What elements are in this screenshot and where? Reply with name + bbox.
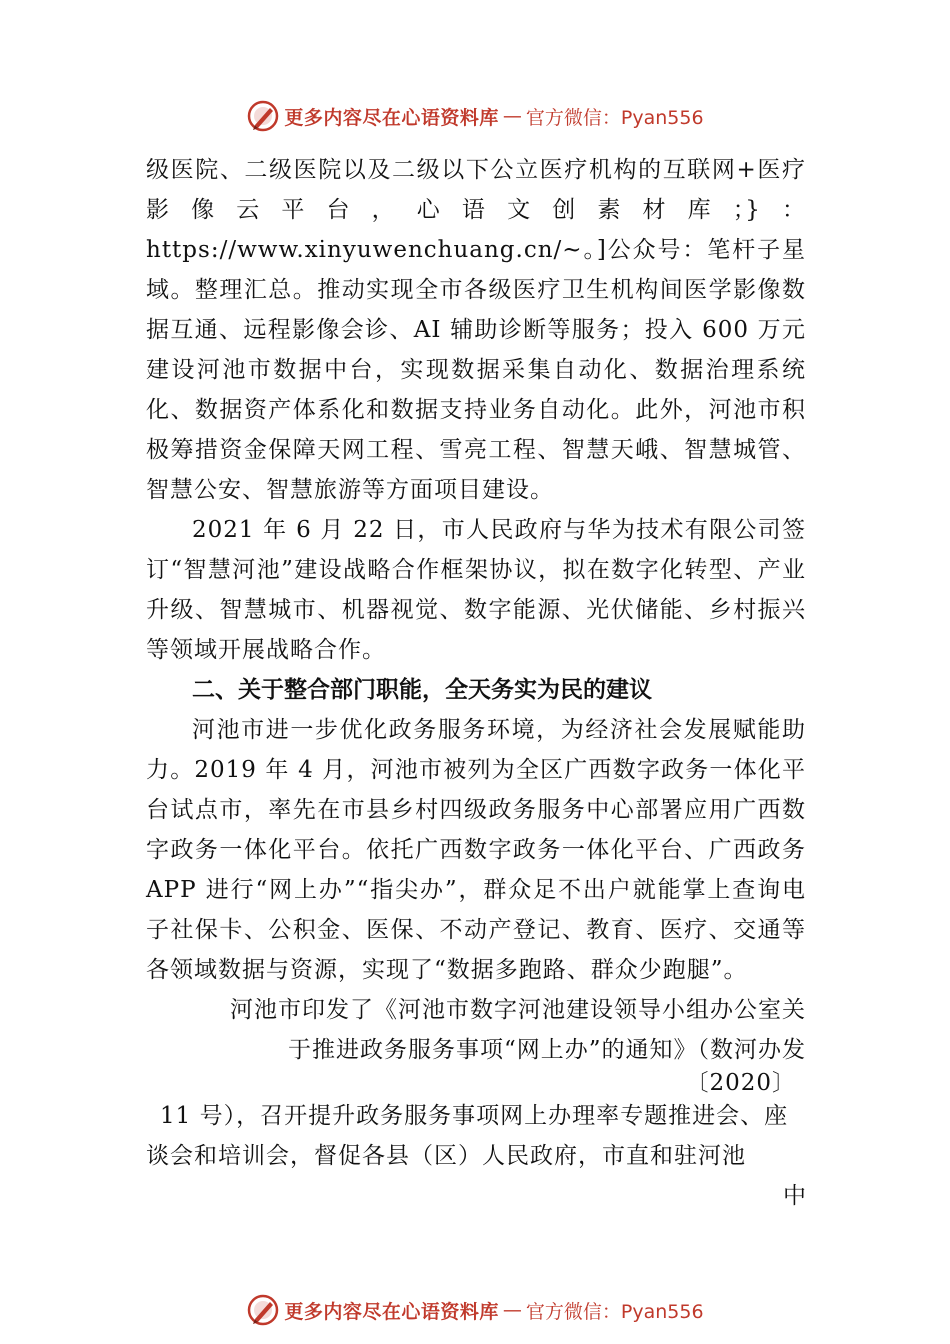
red-seal-pen-icon <box>246 99 280 133</box>
red-seal-pen-icon <box>246 1293 280 1327</box>
paragraph-medical-imaging: 级医院、二级医院以及二级以下公立医疗机构的互联网+医疗影像云平台，心语文创素材库；}：https://www.xinyuwenchuang.cn/~。]公众号：笔杆子星域。整理汇总。推动实现全市各级医疗卫生机构间医学影像数据互通、远程影像会诊、AI 辅助诊断等服务；投入 600 万元建设河池市数据中台，实现数据采集自动化、数据治理系统化、数据资产体系化和数据支持业务自动化。此外，河池市积极筹措资金保障天网工程、雪亮工程、智慧天峨、智慧城管、智慧公安、智慧旅游等方面项目建设。 <box>146 157 806 503</box>
document-body <box>146 150 806 1216</box>
watermark-contact: 官方微信：Pyan556 <box>525 1300 704 1323</box>
paragraph-government-services: 河池市进一步优化政务服务环境，为经济社会发展赋能助力。2019 年 4 月，河池市被列为全区广西数字政务一体化平台试点市，率先在市县乡村四级政务服务中心部署应用广西数字政务一体化平台。依托广西数字政务一体化平台、广西政务 APP 进行“网上办”“指尖办”，群众足不出户就能掌上查询电子社保卡、公积金、医保、不动产登记、教育、医疗、交通等各领域数据与资源，实现了“数据多跑路、群众少跑腿”。 <box>146 717 806 983</box>
citation-block <box>146 990 806 1096</box>
watermark-text: 更多内容尽在心语资料库 <box>284 106 499 129</box>
citation-line-2: 于推进政务服务事项“网上办”的通知》（数河办发 <box>287 1037 806 1063</box>
footer-watermark <box>0 1290 950 1330</box>
watermark-separator: — <box>502 105 522 127</box>
citation-line-1: 河池市印发了《河池市数字河池建设领导小组办公室关 <box>230 997 806 1023</box>
citation-number: 〔2020〕 <box>685 1070 796 1096</box>
paragraph-tail-end: 中 <box>783 1183 806 1209</box>
watermark-contact: 官方微信：Pyan556 <box>525 106 704 129</box>
watermark-text: 更多内容尽在心语资料库 <box>284 1300 499 1323</box>
paragraph-huawei-agreement: 2021 年 6 月 22 日，市人民政府与华为技术有限公司签订“智慧河池”建设战略合作框架协议，拟在数字化转型、产业升级、智慧城市、机器视觉、数字能源、光伏储能、乡村振兴等领域开展战略合作。 <box>146 517 806 663</box>
header-watermark <box>0 96 950 136</box>
watermark-separator: — <box>502 1299 522 1321</box>
section-heading-2: 二、关于整合部门职能，全天务实为民的建议 <box>192 677 652 703</box>
paragraph-tail: 11 号），召开提升政务服务事项网上办理率专题推进会、座谈会和培训会，督促各县（区）人民政府，市直和驻河池 <box>146 1103 789 1169</box>
